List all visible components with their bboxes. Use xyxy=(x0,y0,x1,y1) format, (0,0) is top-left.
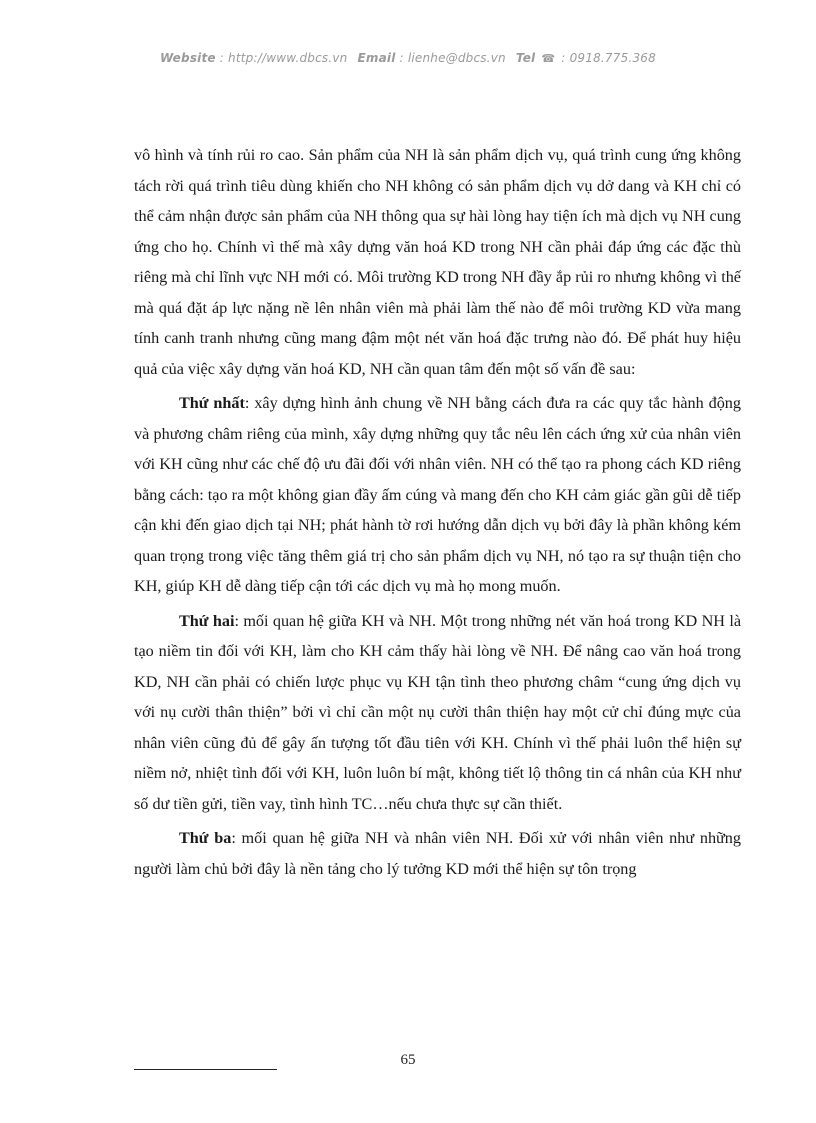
paragraph-lead: Thứ hai xyxy=(179,611,235,630)
paragraph-third: Thứ ba: mối quan hệ giữa NH và nhân viên NH. Đối xử với nhân viên như những người làm chủ bởi đây là nền tảng cho lý tưởng KD mới thể hiện sự tôn trọng xyxy=(134,829,741,878)
tel-label: Tel xyxy=(515,51,536,65)
page-number: 65 xyxy=(400,1052,416,1068)
phone-icon: ☎ xyxy=(541,52,556,65)
page-header: Website : http://www.dbcs.vn Email : lienhe@dbcs.vn Tel ☎ : 0918.775.368 xyxy=(160,51,656,65)
email-label: Email xyxy=(357,51,396,65)
website-label: Website xyxy=(160,51,216,65)
email-link[interactable]: lienhe@dbcs.vn xyxy=(407,51,506,65)
paragraph-intro: vô hình và tính rủi ro cao. Sản phẩm của NH là sản phẩm dịch vụ, quá trình cung ứng không tách rời quá trình tiêu dùng khiến cho NH không có sản phẩm dịch vụ dở dang và KH chỉ có thể cảm nhận được sản phẩm của NH thông qua sự hài lòng hay tiện ích mà dịch vụ NH cung ứng cho họ. Chính vì thế mà xây dựng văn hoá KD trong NH cần phải đáp ứng các đặc thù riêng mà chỉ lĩnh vực NH mới có. Môi trường KD trong NH đầy ắp rủi ro nhưng không vì thế mà quá đặt áp lực nặng nề lên nhân viên mà phải làm thế nào để môi trường KD vừa mang tính canh tranh nhưng cũng mang đậm một nét văn hoá đặc trưng nào đó. Để phát huy hiệu quả của việc xây dựng văn hoá KD, NH cần quan tâm đến một số vấn đề sau: xyxy=(134,146,741,378)
body-text xyxy=(134,140,741,888)
paragraph-second: Thứ hai: mối quan hệ giữa KH và NH. Một trong những nét văn hoá trong KD NH là tạo niềm tin đối với KH, làm cho KH cảm thấy hài lòng về NH. Để nâng cao văn hoá trong KD, NH cần phải có chiến lược phục vụ KH tận tình theo phương châm “cung ứng dịch vụ với nụ cười thân thiện” bởi vì chỉ cần một nụ cười thân thiện hay một cử chỉ đúng mực của nhân viên cũng đủ để gây ấn tượng tốt đầu tiên với KH. Chính vì thế phải luôn thể hiện sự niềm nở, nhiệt tình đối với KH, luôn luôn bí mật, không tiết lộ thông tin cá nhân của KH như số dư tiền gửi, tiền vay, tình hình TC…nếu chưa thực sự cần thiết. xyxy=(134,611,741,813)
website-link[interactable]: http://www.dbcs.vn xyxy=(228,51,348,65)
tel-number: 0918.775.368 xyxy=(569,51,656,65)
paragraph-first: Thứ nhất: xây dựng hình ảnh chung về NH bằng cách đưa ra các quy tắc hành động và phương châm riêng của mình, xây dựng những quy tắc nêu lên cách ứng xử của nhân viên với KH cũng như các chế độ ưu đãi đối với nhân viên. NH có thể tạo ra phong cách KD riêng bằng cách: tạo ra một không gian đầy ấm cúng và mang đến cho KH cảm giác gần gũi dễ tiếp cận khi đến giao dịch tại NH; phát hành tờ rơi hướng dẫn dịch vụ bởi đây là phần không kém quan trọng trong việc tăng thêm giá trị cho sản phẩm dịch vụ NH, nó tạo ra sự thuận tiện cho KH, giúp KH dễ dàng tiếp cận tới các dịch vụ mà họ mong muốn. xyxy=(134,394,741,595)
paragraph-lead: Thứ nhất xyxy=(179,394,245,412)
paragraph-lead: Thứ ba xyxy=(179,829,232,847)
footnote-divider xyxy=(134,1069,277,1070)
